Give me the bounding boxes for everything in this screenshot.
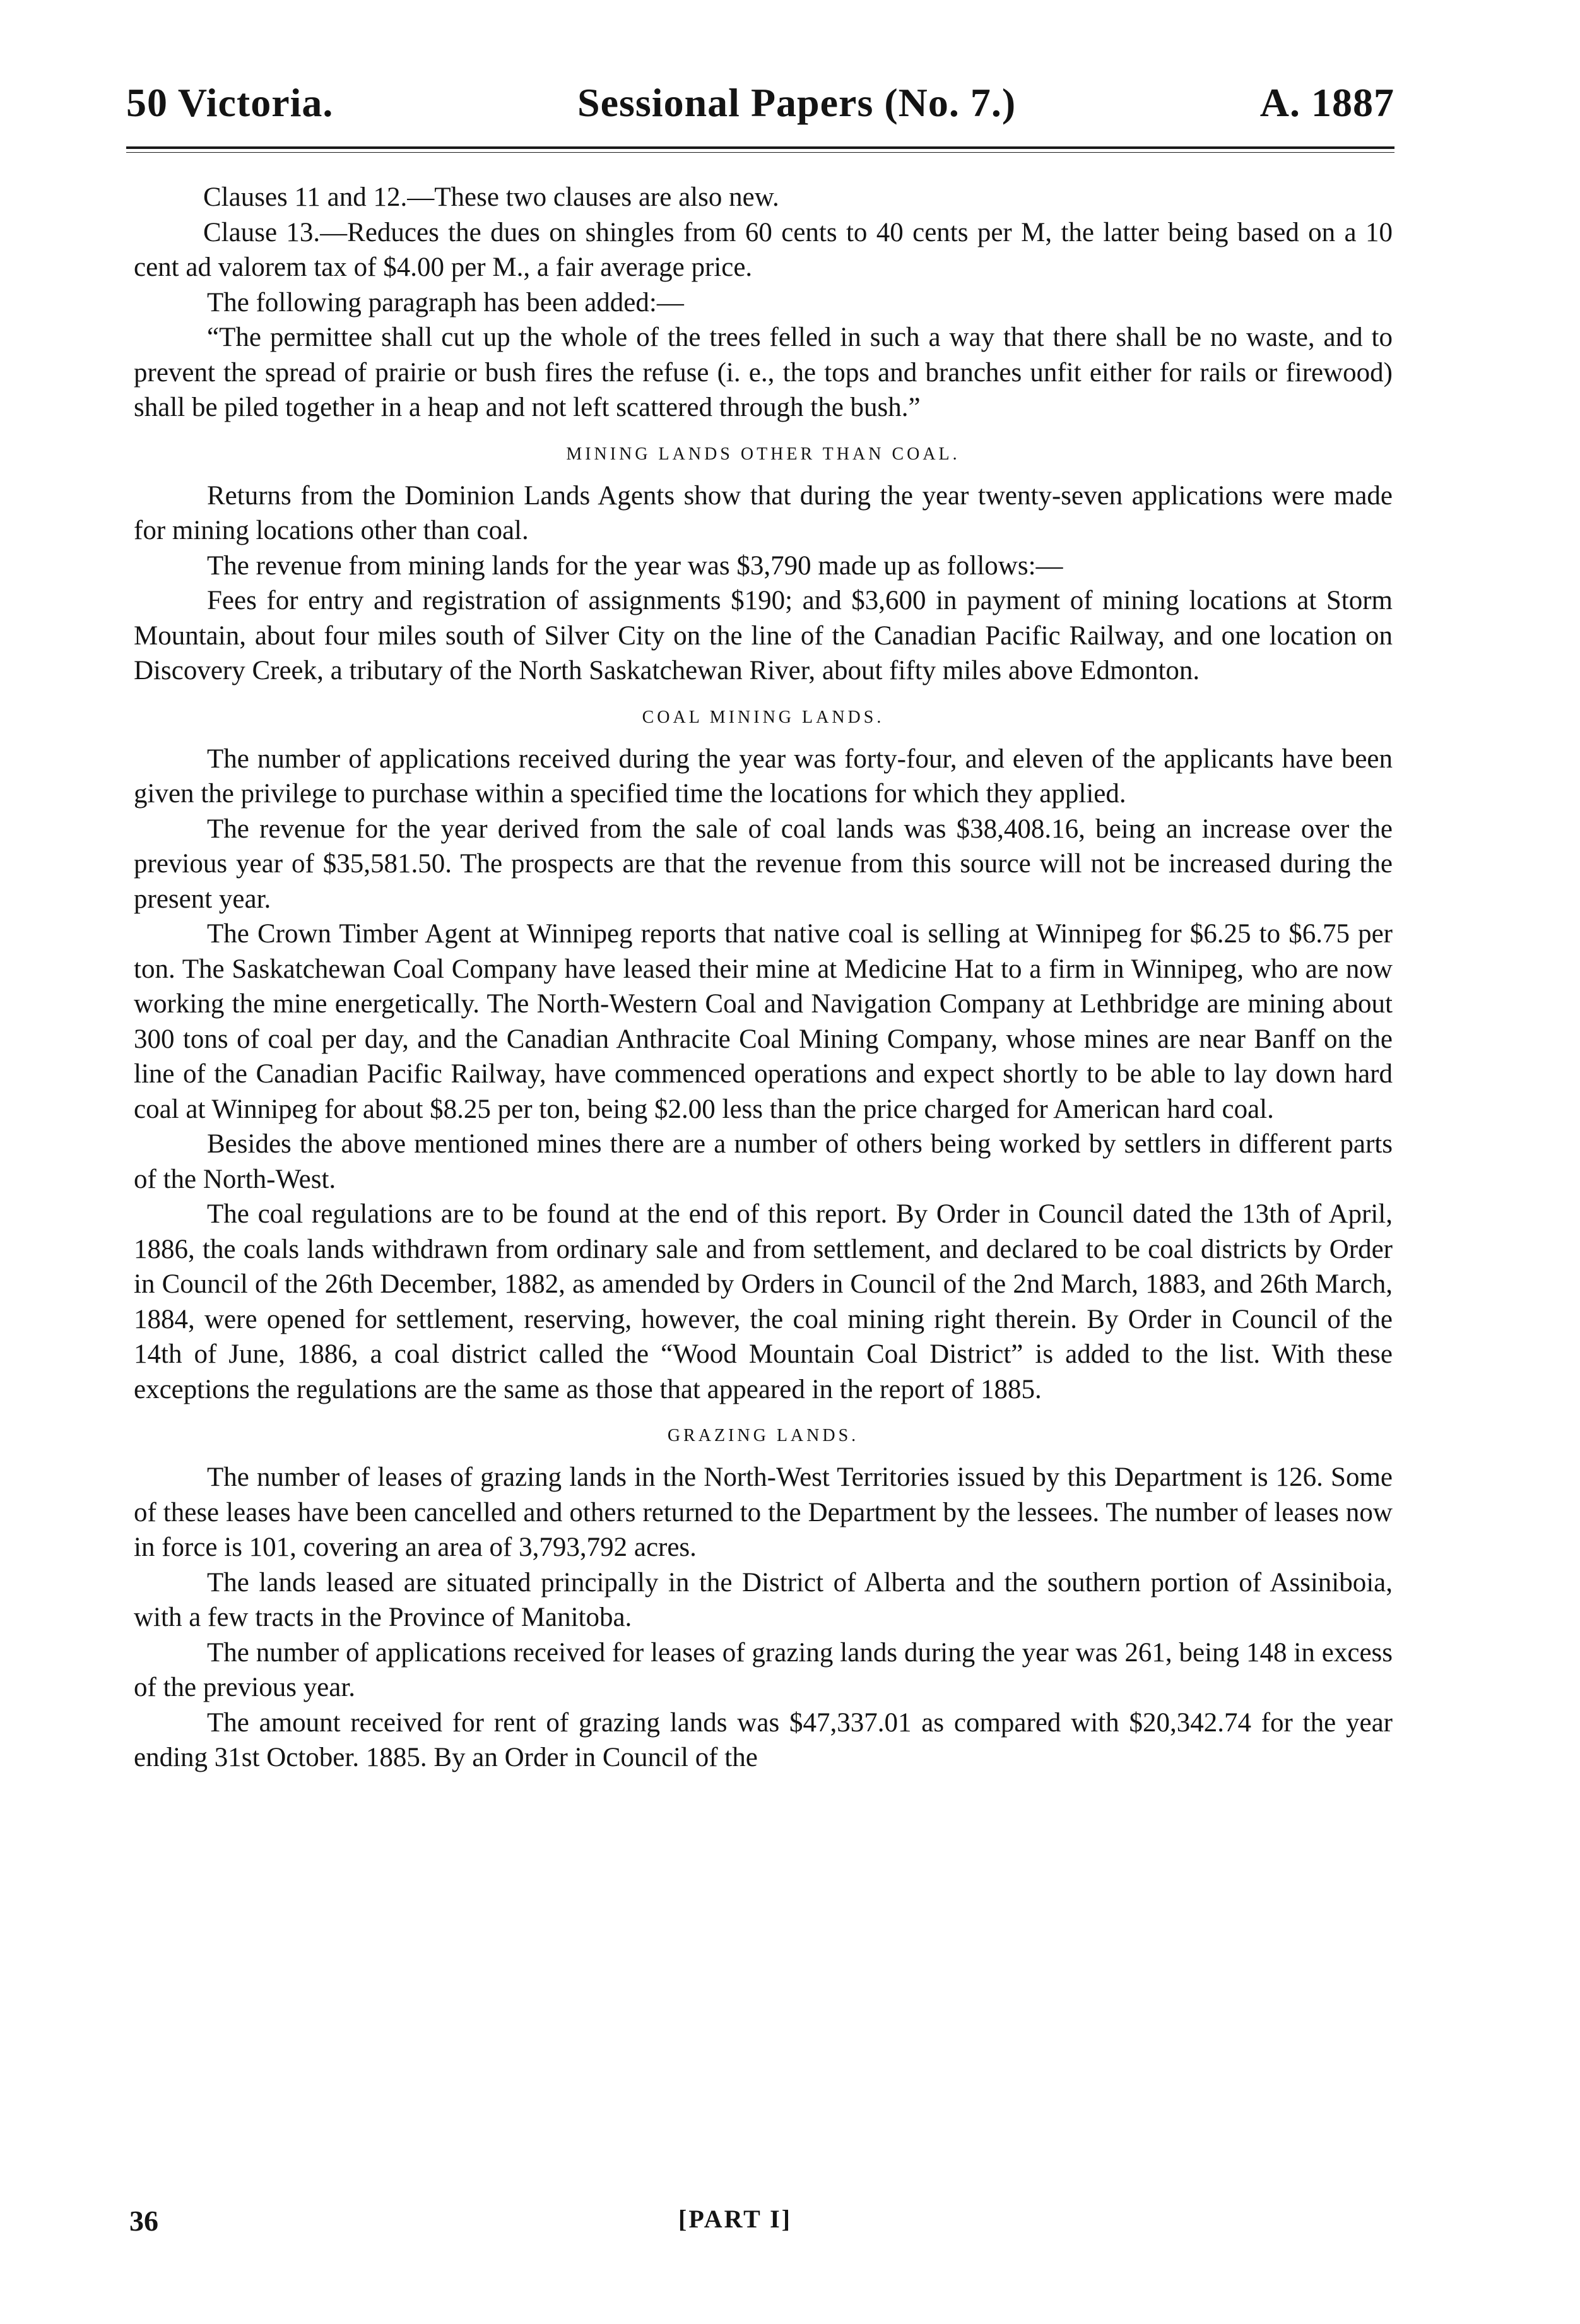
- paragraph-following-added: The following paragraph has been added:—: [207, 287, 684, 317]
- paragraph-returns-agents: Returns from the Dominion Lands Agents show that during the year twenty-seven applications were made for mining locations other than coal.: [134, 480, 1393, 545]
- paragraph-permittee-quote: “The permittee shall cut up the whole of the trees felled in such a way that there shall be no waste, and to prevent the spread of prairie or bush fires the refuse (i. e., the tops and branches unfit either for rails or firewood) shall be piled together in a heap and not left scattered through the bush.”: [134, 323, 1393, 422]
- paragraph-grazing-rent: The amount received for rent of grazing lands was $47,337.01 as compared with $20,342.74 for the year ending 31st October. 1885. By an Order in Council of the: [134, 1707, 1393, 1772]
- paragraph-coal-applications: The number of applications received during the year was forty-four, and eleven of the applicants have been given the privilege to purchase within a specified time the locations for which they applied.: [134, 744, 1393, 809]
- part-label: [PART I]: [678, 2205, 792, 2233]
- paragraph-other-mines: Besides the above mentioned mines there are a number of others being worked by settlers in different parts of the North-West.: [134, 1129, 1393, 1194]
- header-title: Sessional Papers (No. 7.): [577, 80, 1017, 125]
- body-text: [134, 180, 1393, 1776]
- paragraph-clause-13: Clause 13.—Reduces the dues on shingles from 60 cents to 40 cents per M, the latter being based on a 10 cent ad valorem tax of $4.00 per M., a fair average price.: [134, 217, 1393, 282]
- paragraph-coal-regulations: The coal regulations are to be found at the end of this report. By Order in Council dated the 13th of April, 1886, the coals lands withdrawn from ordinary sale and from settlement, and declared to be coal districts by Order in Council of the 26th December, 1882, as amended by Orders in Council of the 2nd March, 1883, and 26th March, 1884, were opened for settlement, reserving, however, the coal mining right therein. By Order in Council of the 14th of June, 1886, a coal district called the “Wood Mountain Coal District” is added to the list. With these exceptions the regulations are the same as those that appeared in the report of 1885.: [134, 1199, 1393, 1404]
- running-header: [126, 74, 1394, 131]
- paragraph-coal-revenue: The revenue for the year derived from the sale of coal lands was $38,408.16, being an increase over the previous year of $35,581.50. The prospects are that the revenue from this source will not be increased during the present year.: [134, 814, 1393, 914]
- section-heading-coal-mining: COAL MINING LANDS.: [642, 707, 885, 727]
- paragraph-lands-leased: The lands leased are situated principally in the District of Alberta and the southern portion of Assiniboia, with a few tracts in the Province of Manitoba.: [134, 1567, 1393, 1632]
- paragraph-grazing-leases: The number of leases of grazing lands in the North-West Territories issued by this Department is 126. Some of these leases have been cancelled and others returned to the Department by the lessees. The number of leases now in force is 101, covering an area of 3,793,792 acres.: [134, 1462, 1393, 1562]
- paragraph-clauses-11-12: Clauses 11 and 12.—These two clauses are also new.: [203, 182, 779, 212]
- paragraph-mining-revenue: The revenue from mining lands for the year was $3,790 made up as follows:—: [207, 550, 1063, 581]
- paragraph-fees-entry: Fees for entry and registration of assignments $190; and $3,600 in payment of mining locations at Storm Mountain, about four miles south of Silver City on the line of the Canadian Pacific Railway, and one location on Discovery Creek, a tributary of the North Saskatchewan River, about fifty miles above Edmonton.: [134, 586, 1393, 685]
- header-year: A. 1887: [1259, 80, 1394, 125]
- section-heading-mining-lands: MINING LANDS OTHER THAN COAL.: [566, 444, 960, 464]
- section-heading-grazing-lands: GRAZING LANDS.: [667, 1426, 859, 1445]
- header-volume: 50 Victoria.: [126, 80, 334, 125]
- header-rule: [126, 146, 1394, 153]
- paragraph-grazing-applications: The number of applications received for leases of grazing lands during the year was 261, being 148 in excess of the previous year.: [134, 1637, 1393, 1702]
- paragraph-crown-timber-agent: The Crown Timber Agent at Winnipeg reports that native coal is selling at Winnipeg for $6.25 to $6.75 per ton. The Saskatchewan Coal Company have leased their mine at Medicine Hat to a firm in Winnipeg, who are now working the mine energetically. The North-Western Coal and Navigation Company at Lethbridge are mining about 300 tons of coal per day, and the Canadian Anthracite Coal Mining Company, whose mines are near Banff on the line of the Canadian Pacific Railway, have commenced operations and expect shortly to be able to lay down hard coal at Winnipeg for about $8.25 per ton, being $2.00 less than the price charged for American hard coal.: [134, 919, 1393, 1124]
- page-number: 36: [129, 2205, 158, 2237]
- page-footer: [129, 2204, 1385, 2242]
